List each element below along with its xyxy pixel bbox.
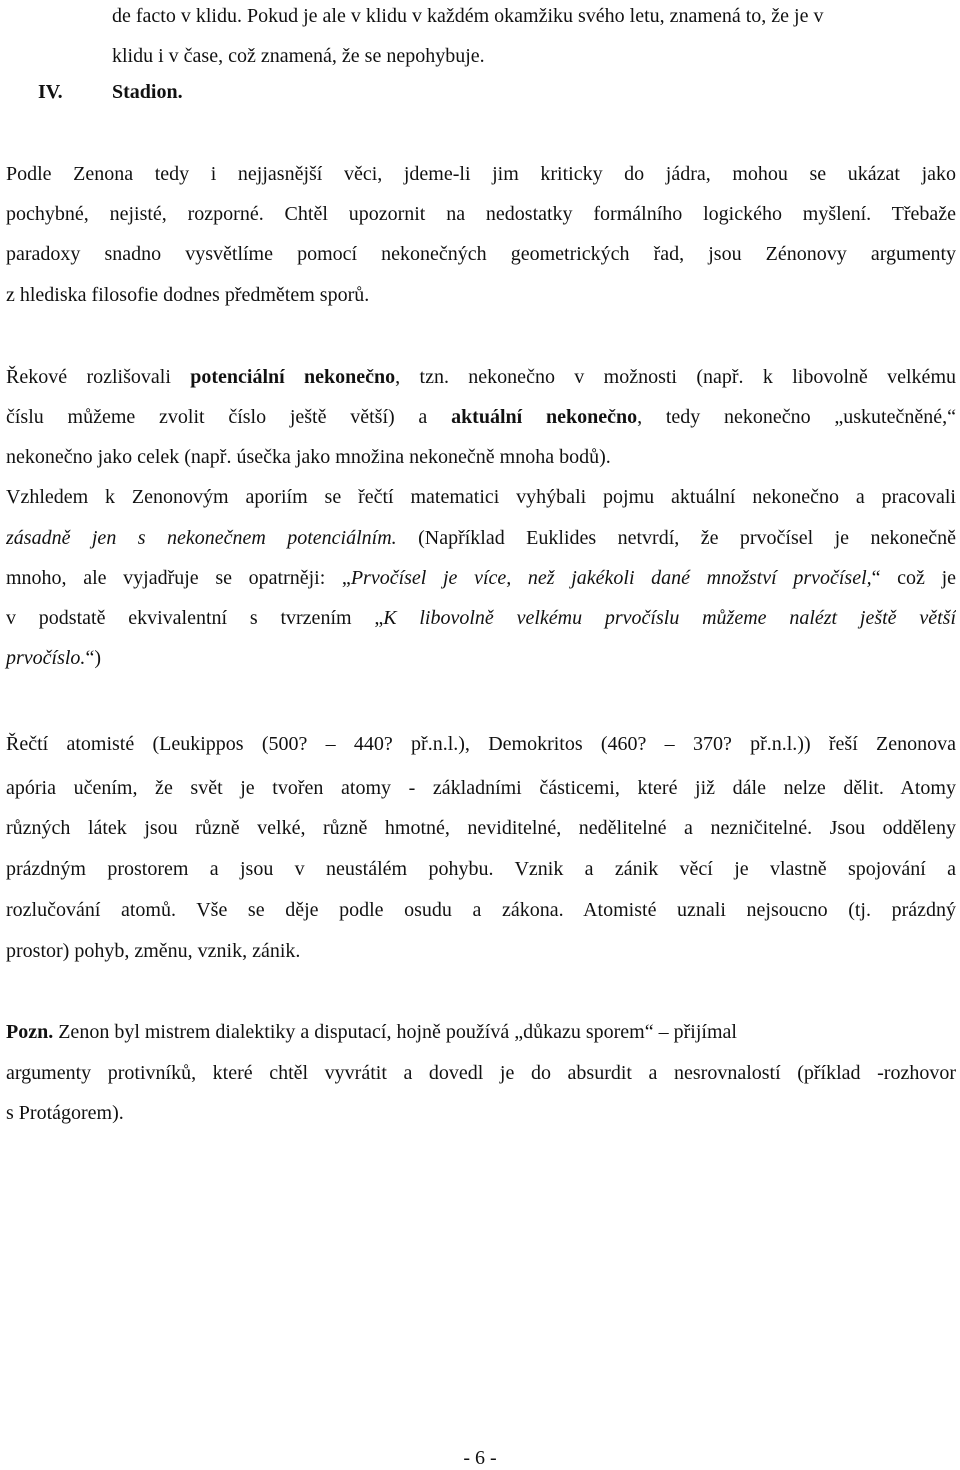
para2-line-2 (6, 405, 956, 429)
para3-line-5: rozlučování atomů. Vše se děje podle osudu a zákona. Atomisté uznali nejsoucno (tj. prázdný (6, 899, 956, 921)
note-line-2: argumenty protivníků, které chtěl vyvrátit a dovedl je do absurdit a nesrovnalostí (příklad -rozhovor (6, 1062, 956, 1084)
text-run: (Například Euklides netvrdí, že prvočísel je nekonečně (396, 527, 956, 549)
para1-line-4: z hlediska filosofie dodnes předmětem sporů. (6, 284, 370, 306)
para2-line-6 (6, 566, 956, 590)
para3-line-4: prázdným prostorem a jsou v neustálém pohybu. Vznik a zánik věcí je vlastně spojování a (6, 858, 956, 880)
italic-run: prvočíslo. (6, 647, 86, 669)
note-line-3: s Protágorem). (6, 1102, 124, 1124)
para3-line-2: apória učením, že svět je tvořen atomy - základními částicemi, které již dále nelze dělit. Atomy (6, 777, 956, 799)
italic-quote: Prvočísel je více, než jakékoli dané množství prvočísel, (350, 567, 872, 589)
para2-line-4: Vzhledem k Zenonovým aporiím se řečtí matematici vyhýbali pojmu aktuální nekonečno a pracovali (6, 486, 956, 508)
para2-line-1 (6, 365, 956, 389)
para2-line-8 (6, 646, 956, 670)
intro-line-1: de facto v klidu. Pokud je ale v klidu v každém okamžiku svého letu, znamená to, že je v (112, 5, 824, 27)
para1-line-1: Podle Zenona tedy i nejjasnější věci, jdeme-li jim kriticky do jádra, mohou se ukázat jako (6, 163, 956, 185)
note-label: Pozn. (6, 1021, 54, 1043)
para2-line-7 (6, 606, 956, 630)
page-number: - 6 - (463, 1447, 497, 1469)
text-run: “) (85, 647, 101, 669)
italic-run: zásadně jen s nekonečnem potenciálním. (6, 527, 397, 549)
item-title: Stadion. (112, 81, 183, 103)
text-run: “ což je (871, 567, 956, 589)
text-run: Zenon byl mistrem dialektiky a disputací, hojně používá „důkazu sporem“ – přijímal (53, 1021, 737, 1043)
para3-line-3: různých látek jsou různě velké, různě hmotné, neviditelné, nedělitelné a nezničitelné. Jsou odděleny (6, 817, 956, 839)
para1-line-3: paradoxy snadno vysvětlíme pomocí nekonečných geometrických řad, jsou Zénonovy argumenty (6, 243, 956, 265)
note-line-1 (6, 1020, 956, 1044)
text-run: mnoho, ale vyjadřuje se opatrněji: „ (6, 567, 351, 589)
para2-line-5 (6, 526, 956, 550)
text-run: číslu můžeme zvolit číslo ještě větší) a (6, 406, 452, 428)
text-run: , tedy nekonečno „uskutečněné,“ (637, 406, 956, 428)
para3-line-6: prostor) pohyb, změnu, vznik, zánik. (6, 940, 301, 962)
item-number: IV. (38, 81, 63, 103)
italic-quote: K libovolně velkému prvočíslu můžeme nalézt ještě větší (383, 607, 956, 629)
text-run: Řekové rozlišovali (6, 366, 191, 388)
term-actual-infinity: aktuální nekonečno (451, 406, 638, 428)
text-run: , tzn. nekonečno v možnosti (např. k libovolně velkému (395, 366, 956, 388)
text-run: v podstatě ekvivalentní s tvrzením „ (6, 607, 384, 629)
term-potential-infinity: potenciální nekonečno (190, 366, 396, 388)
intro-line-2: klidu i v čase, což znamená, že se nepohybuje. (112, 45, 485, 67)
para3-line-1: Řečtí atomisté (Leukippos (500? – 440? př.n.l.), Demokritos (460? – 370? př.n.l.)) řeší Zenonova (6, 733, 956, 755)
para1-line-2: pochybné, nejisté, rozporné. Chtěl upozornit na nedostatky formálního logického myšlení. Třebaže (6, 203, 956, 225)
para2-line-3: nekonečno jako celek (např. úsečka jako množina nekonečně mnoha bodů). (6, 446, 611, 468)
